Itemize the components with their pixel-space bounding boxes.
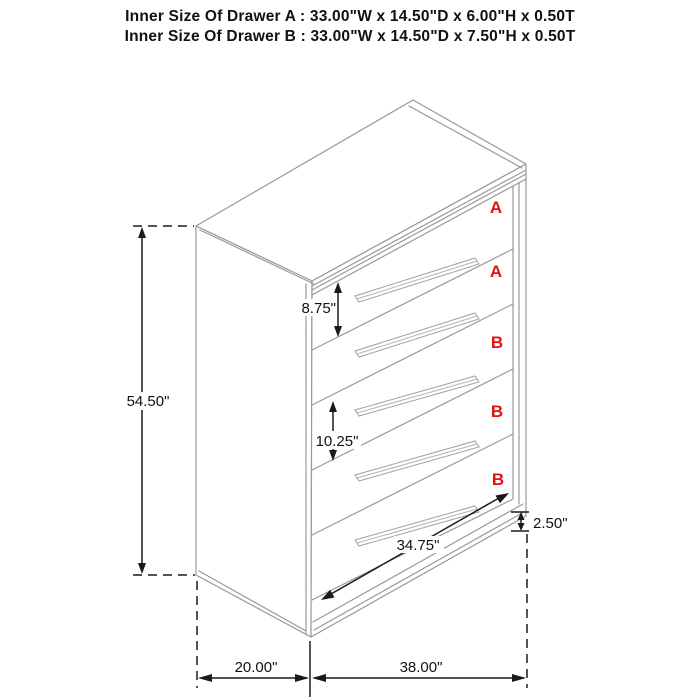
- drawer-face-width-label: 34.75": [396, 537, 440, 554]
- drawer-label-5: B: [491, 470, 505, 489]
- drawer-label-4: B: [490, 402, 504, 421]
- depth-dimension-label: 20.00": [234, 659, 278, 676]
- height-dimension-label: 54.50": [126, 393, 170, 410]
- title-block: [0, 7, 700, 46]
- base-height-label: 2.50": [533, 515, 568, 532]
- cabinet-side-panel: [196, 226, 312, 637]
- drawer-label-3: B: [490, 333, 504, 352]
- title-line-drawer-a: Inner Size Of Drawer A : 33.00"W x 14.50"D x 6.00"H x 0.50T: [125, 8, 575, 25]
- drawer-b-height-label: 10.25": [315, 433, 359, 450]
- title-line-drawer-b: Inner Size Of Drawer B : 33.00"W x 14.50"D x 7.50"H x 0.50T: [124, 27, 576, 45]
- dimension-overall-height: [122, 226, 195, 575]
- drawer-label-1: A: [489, 198, 503, 217]
- width-dimension-label: 38.00": [399, 659, 443, 676]
- cabinet-outline: [196, 100, 526, 637]
- drawer-a-height-label: 8.75": [301, 300, 336, 317]
- drawer-label-2: A: [489, 262, 503, 281]
